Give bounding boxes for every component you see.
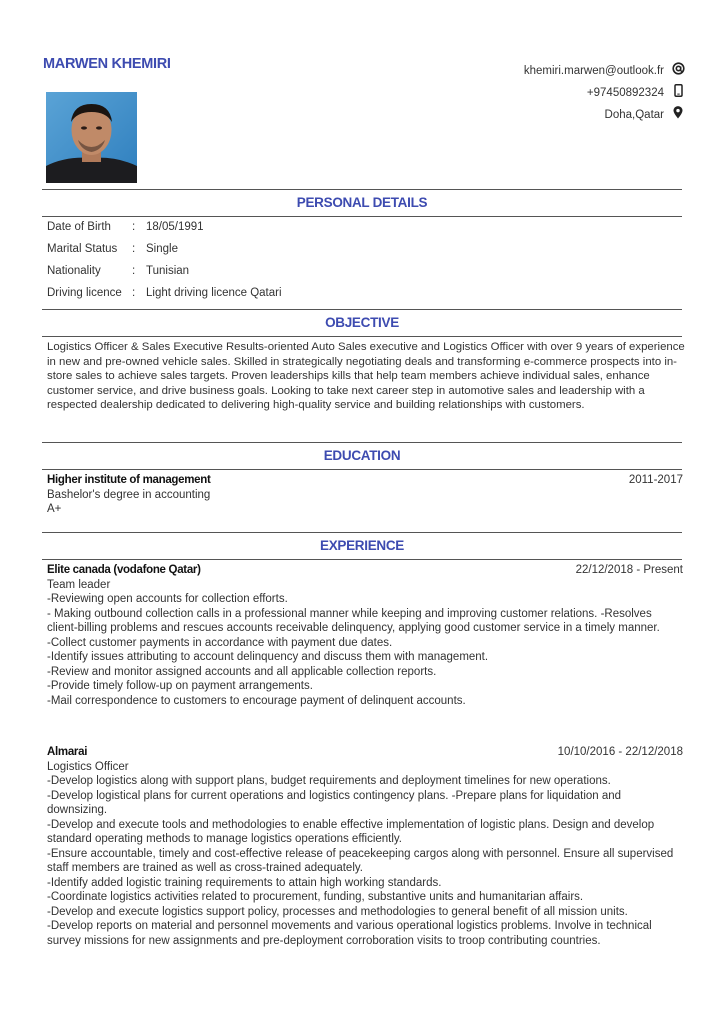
contact-block (524, 60, 686, 126)
job-duty: -Develop logistics along with support plans, budget requirements and deployment timelines for new operations. (47, 775, 611, 787)
profile-photo-image (46, 92, 137, 183)
education-grade: A+ (47, 503, 62, 515)
objective-text: Logistics Officer & Sales Executive Results-oriented Auto Sales executive and Logistics Officer with over 9 years of experience in new and pre-owned vehicle sales. Skilled in strategically negotiating deals and transforming e-commerce prospects into in-store sales to achieve sales targets. Proven leaderships kills that help team members achieve individual sales, enhance customer service, and drive business goals. Looking to take next career step in automotive sales and leadership with a respected dealership dedicated to delivering high-quality service and building relationships with customers. (47, 341, 685, 412)
job-dates: 22/12/2018 - Present (575, 564, 683, 576)
job-duty: -Collect customer payments in accordance with payment due dates. (47, 636, 393, 649)
job-duty: -Identify issues attributing to account delinquency and discuss them with management. (47, 651, 489, 663)
detail-row-marital: Marital Status : Single (47, 240, 282, 262)
detail-row-nationality: Nationality : Tunisian (47, 262, 282, 284)
location-text: Doha,Qatar (604, 109, 664, 121)
job-entry (47, 563, 683, 708)
detail-value: Light driving licence Qatari (146, 287, 282, 299)
detail-label: Marital Status (47, 243, 118, 255)
detail-row-licence: Driving licence : Light driving licence Qatari (47, 284, 282, 306)
map-pin-icon (670, 106, 686, 125)
detail-label: Nationality (47, 265, 101, 277)
contact-location (524, 104, 686, 126)
job-duty: -Review and monitor assigned accounts and all applicable collection reports. (47, 665, 437, 678)
personal-details-list (47, 218, 282, 306)
job-duty: -Develop and execute logistics support policy, processes and methodologies to general benefit of all mission units. (47, 905, 628, 918)
contact-phone (524, 82, 686, 104)
at-icon (670, 62, 686, 81)
job-dates: 10/10/2016 - 22/12/2018 (557, 746, 683, 758)
objective-heading: OBJECTIVE (42, 309, 682, 337)
education-years: 2011-2017 (628, 474, 683, 486)
education-institution: Higher institute of management (47, 474, 211, 486)
phone-icon (670, 84, 686, 103)
job-role: Team leader (47, 578, 111, 591)
education-entry (47, 473, 683, 517)
job-duty: -Provide timely follow-up on payment arrangements. (47, 680, 313, 692)
detail-label: Date of Birth (47, 221, 111, 233)
job-duty: -Reviewing open accounts for collection efforts. (47, 593, 288, 605)
job-duty: - Making outbound collection calls in a professional manner while keeping and improving customer relations. -Resolves client-billing problems and rescues accounts receivable delinquency, applying good customer service in a timely manner. (47, 607, 660, 634)
profile-photo (46, 92, 137, 183)
job-entry (47, 745, 683, 948)
phone-text[interactable]: +97450892324 (586, 87, 664, 99)
job-duty: -Develop reports on material and personnel movements and various operational logistics problems. Involve in technical survey missions for new assignments and pre-deployment corroboration visits to troop contributing countries. (47, 920, 652, 947)
job-company: Almarai (47, 746, 88, 758)
job-duty: -Mail correspondence to customers to encourage payment of delinquent accounts. (47, 694, 466, 707)
detail-value: Tunisian (146, 265, 190, 277)
candidate-name: MARWEN KHEMIRI (43, 56, 171, 72)
job-duty: -Develop and execute tools and methodologies to enable effective implementation of logistic plans. Design and develop standard operating methods to manage logistics operations efficiently. (47, 818, 655, 845)
email-text[interactable]: khemiri.marwen@outlook.fr (523, 65, 664, 77)
job-duty: -Ensure accountable, timely and cost-effective release of peacekeeping cargos along with personnel. Ensure all supervised staff members are trained as well as cross-trained adequately. (47, 847, 674, 874)
education-heading: EDUCATION (42, 442, 682, 470)
education-degree: Bashelor's degree in accounting (47, 488, 211, 501)
contact-email (524, 60, 686, 82)
detail-value: Single (146, 243, 178, 255)
detail-row-dob: Date of Birth : 18/05/1991 (47, 218, 282, 240)
job-role: Logistics Officer (47, 760, 129, 773)
job-duty: -Identify added logistic training requirements to attain high working standards. (47, 876, 442, 889)
job-company: Elite canada (vodafone Qatar) (47, 564, 201, 576)
job-duty: -Develop logistical plans for current operations and logistics contingency plans. -Prepare plans for liquidation and downsizing. (47, 789, 622, 816)
job-duty: -Coordinate logistics activities related to procurement, funding, substantive units and humanitarian affairs. (47, 891, 584, 903)
detail-value: 18/05/1991 (146, 221, 204, 233)
experience-heading: EXPERIENCE (42, 532, 682, 560)
detail-label: Driving licence (47, 287, 122, 299)
personal-details-heading: PERSONAL DETAILS (42, 189, 682, 217)
